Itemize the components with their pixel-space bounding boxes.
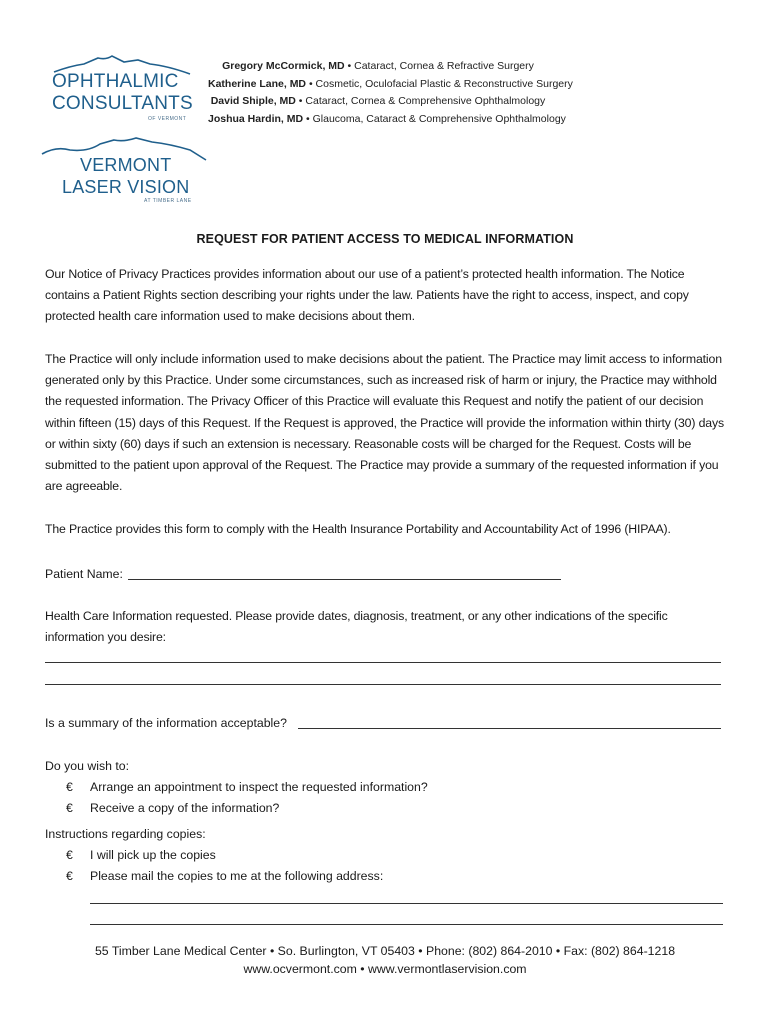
summary-label: Is a summary of the information acceptable? [45, 716, 287, 730]
physician-specialty: • Cataract, Cornea & Refractive Surgery [344, 60, 534, 72]
address-line-2[interactable] [90, 924, 723, 925]
vermont-laser-vision-logo [40, 134, 210, 210]
checkbox-icon[interactable]: € [66, 801, 73, 815]
physician-specialty: • Glaucoma, Cataract & Comprehensive Ophthalmology [303, 112, 566, 125]
logo-line-vermont: VERMONT [80, 155, 172, 175]
wish-label: Do you wish to: [45, 759, 130, 773]
physician-specialty: • Cataract, Cornea & Comprehensive Ophthalmology [295, 95, 546, 107]
option-label: I will pick up the copies [90, 848, 216, 862]
instructions-label: Instructions regarding copies: [45, 827, 206, 841]
health-info-line-2[interactable] [45, 684, 721, 685]
physician-entry [208, 76, 573, 94]
logo-line-consultants: CONSULTANTS [52, 93, 193, 114]
logo-subline: OF VERMONT [148, 116, 187, 122]
address-line-1[interactable] [90, 903, 723, 904]
physician-name: David Shiple, MD [210, 95, 296, 107]
health-info-line-1[interactable] [45, 662, 721, 663]
footer-address: 55 Timber Lane Medical Center • So. Burlington, VT 05403 • Phone: (802) 864-2010 • Fax: (802) 864-1218 [94, 944, 676, 958]
checkbox-icon[interactable]: € [66, 848, 73, 862]
copy-option-pickup[interactable] [66, 845, 216, 865]
paragraph-privacy-notice: Our Notice of Privacy Practices provides information about our use of a patient’s protected health information. The Notice contains a Patient Rights section describing your rights under the law. Patients have the right to access, inspect, and copy protected health care information used to make decisions about them. [45, 267, 689, 324]
logo-line-laser-vision: LASER VISION [62, 177, 190, 197]
copy-option-mail[interactable] [66, 866, 383, 886]
logo-line-ophthalmic: OPHTHALMIC [52, 71, 179, 92]
patient-name-field[interactable] [128, 579, 561, 580]
physician-entry [208, 111, 566, 129]
checkbox-icon[interactable]: € [66, 869, 73, 883]
physician-specialty: • Cosmetic, Oculofacial Plastic & Reconstructive Surgery [306, 77, 573, 90]
ophthalmic-consultants-logo [50, 52, 200, 132]
checkbox-icon[interactable]: € [66, 780, 73, 794]
wish-option-inspect[interactable] [66, 777, 428, 797]
physician-entry [208, 58, 548, 76]
paragraph-practice-policy: The Practice will only include information used to make decisions about the patient. The Practice may limit access to information generated only by this Practice. Under some circumstances, such as increased risk of harm or injury, the Practice may withhold the requested information. The Privacy Officer of this Practice will evaluate this Request and notify the patient of our decision within fifteen (15) days of this Request. If the Request is approved, the Practice will provide the information within thirty (30) days or within sixty (60) days if such an extension is necessary. Reasonable costs will be charged for the Request. Costs will be submitted to the patient upon approval of the Request. The Practice may provide a summary of the requested information if you are agreeable. [45, 352, 724, 494]
physician-list [208, 58, 573, 128]
option-label: Arrange an appointment to inspect the requested information? [90, 780, 428, 794]
physician-entry [208, 93, 548, 111]
page-title: REQUEST FOR PATIENT ACCESS TO MEDICAL INFORMATION [196, 232, 574, 246]
paragraph-hipaa: The Practice provides this form to comply with the Health Insurance Portability and Accountability Act of 1996 (HIPAA). [45, 522, 671, 536]
health-info-label: Health Care Information requested. Please provide dates, diagnosis, treatment, or any other indications of the specific information you desire: [45, 609, 668, 645]
option-label: Please mail the copies to me at the following address: [90, 869, 384, 883]
physician-name: Joshua Hardin, MD [208, 112, 304, 125]
physician-name: Gregory McCormick, MD [222, 60, 345, 72]
summary-field[interactable] [298, 728, 721, 729]
logo-subline: AT TIMBER LANE [144, 198, 192, 204]
physician-name: Katherine Lane, MD [208, 77, 307, 90]
footer [0, 942, 770, 978]
footer-websites: www.ocvermont.com • www.vermontlaservision.com [243, 962, 527, 976]
option-label: Receive a copy of the information? [90, 801, 280, 815]
wish-option-copy[interactable] [66, 798, 279, 818]
patient-name-label: Patient Name: [45, 567, 123, 581]
